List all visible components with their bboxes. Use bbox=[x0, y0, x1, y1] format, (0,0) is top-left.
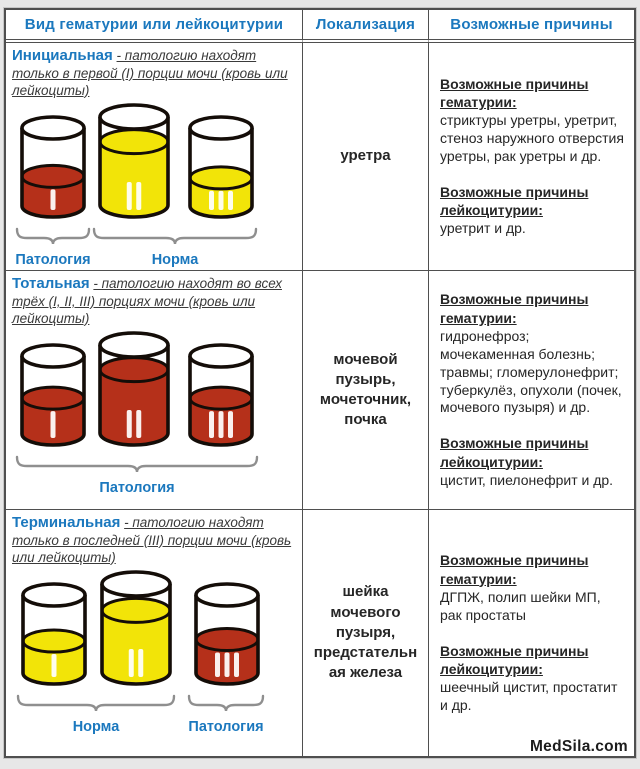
urine-portion-beaker-III bbox=[192, 580, 262, 693]
beaker-group-labels bbox=[6, 226, 302, 272]
group-label: Норма bbox=[72, 718, 120, 735]
type-description: - патологию находят во всех трёх (I, II, III) порциях мочи (кровь или лейкоциты) bbox=[12, 276, 282, 326]
leukocyturia-causes-heading: Возможные причины лейкоцитурии: bbox=[440, 435, 589, 470]
group-label: Норма bbox=[151, 251, 199, 268]
beaker-group-labels bbox=[6, 454, 302, 502]
type-name: Тотальная bbox=[12, 275, 90, 292]
hematuria-types-table bbox=[4, 8, 636, 758]
row-terminal-type-cell bbox=[6, 510, 303, 756]
localization-text: уретра bbox=[340, 147, 391, 165]
hematuria-causes-text: стриктуры уретры, уретрит, стеноз наружного отверстия уретры, рак уретры и др. bbox=[440, 112, 624, 164]
localization-text: шейка мочевого пузыря, предстательн ая железа bbox=[313, 583, 418, 682]
urine-portion-beaker-II bbox=[98, 568, 174, 693]
leukocyturia-causes-block bbox=[440, 434, 624, 489]
leukocyturia-causes-text: уретрит и др. bbox=[440, 220, 526, 237]
header-localization-column: Локализация bbox=[303, 10, 429, 43]
leukocyturia-causes-text: цистит, пиелонефрит и др. bbox=[440, 471, 614, 488]
urine-portion-beaker-I bbox=[19, 580, 89, 693]
causes-content bbox=[429, 271, 634, 509]
hematuria-causes-text: ДГПЖ, полип шейки МП, рак простаты bbox=[440, 588, 601, 623]
causes-content bbox=[429, 43, 634, 270]
row-total-causes-cell bbox=[429, 271, 634, 510]
brace-group bbox=[187, 694, 265, 735]
row-terminal-title bbox=[6, 510, 302, 567]
type-name: Терминальная bbox=[12, 514, 121, 531]
hematuria-causes-heading: Возможные причины гематурии: bbox=[440, 552, 589, 587]
hematuria-causes-block bbox=[440, 75, 624, 166]
group-label: Патология bbox=[15, 251, 91, 268]
urine-portion-beaker-II bbox=[96, 329, 172, 454]
hematuria-causes-text: гидронефроз; мочекаменная болезнь; травмы; гломерулонефрит; туберкулёз, опухоли (почек, мочевого пузыря) и др. bbox=[440, 327, 622, 416]
type-description: - патологию находят только в последней (III) порции мочи (кровь или лейкоциты) bbox=[12, 515, 292, 565]
urine-portion-beaker-II bbox=[96, 101, 172, 226]
hematuria-causes-heading: Возможные причины гематурии: bbox=[440, 75, 589, 110]
leukocyturia-causes-block bbox=[440, 183, 624, 238]
group-label: Патология bbox=[188, 718, 264, 735]
group-label: Патология bbox=[99, 479, 175, 496]
hematuria-causes-heading: Возможные причины гематурии: bbox=[440, 291, 589, 326]
urine-portion-beaker-I bbox=[18, 113, 88, 226]
row-total-type-cell bbox=[6, 271, 303, 510]
row-total-localization-cell bbox=[303, 271, 429, 510]
brace-group bbox=[92, 227, 258, 268]
leukocyturia-causes-heading: Возможные причины лейкоцитурии: bbox=[440, 183, 589, 219]
brace-group bbox=[16, 694, 176, 735]
brace-group bbox=[15, 227, 91, 268]
urine-portion-beaker-I bbox=[18, 341, 88, 454]
row-initial-localization-cell bbox=[303, 43, 429, 271]
leukocyturia-causes-heading: Возможные причины лейкоцитурии: bbox=[440, 642, 589, 677]
site-watermark: MedSila.com bbox=[529, 738, 628, 755]
header-type-column: Вид гематурии или лейкоцитурии bbox=[6, 10, 303, 43]
leukocyturia-causes-text: шеечный цистит, простатит и др. bbox=[440, 678, 618, 713]
localization-text: мочевой пузырь, мочеточник, почка bbox=[319, 350, 412, 429]
beakers-illustration bbox=[6, 104, 302, 226]
hematuria-causes-block bbox=[440, 290, 624, 417]
row-initial-title bbox=[6, 43, 302, 100]
beaker-group-labels bbox=[6, 693, 302, 741]
beakers-illustration bbox=[6, 571, 302, 693]
hematuria-causes-block bbox=[440, 551, 624, 624]
type-description: - патологию находят только в первой (I) порции мочи (кровь или лейкоциты) bbox=[12, 48, 288, 98]
causes-content bbox=[429, 510, 634, 756]
row-terminal-causes-cell bbox=[429, 510, 634, 756]
urine-portion-beaker-III bbox=[186, 341, 256, 454]
row-initial-type-cell bbox=[6, 43, 303, 271]
beakers-illustration bbox=[6, 332, 302, 454]
leukocyturia-causes-block bbox=[440, 642, 624, 715]
header-causes-column: Возможные причины bbox=[429, 10, 634, 43]
urine-portion-beaker-III bbox=[186, 113, 256, 226]
row-terminal-localization-cell bbox=[303, 510, 429, 756]
type-name: Инициальная bbox=[12, 47, 113, 64]
row-initial-causes-cell bbox=[429, 43, 634, 271]
brace-group bbox=[15, 455, 259, 496]
row-total-title bbox=[6, 271, 302, 328]
